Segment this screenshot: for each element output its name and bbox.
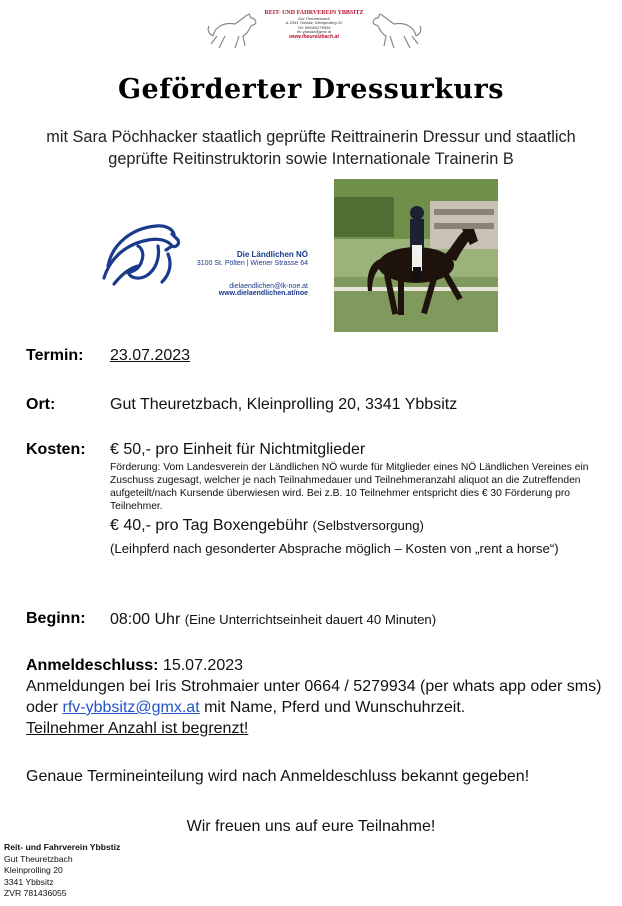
kosten-label: Kosten: <box>26 441 86 458</box>
letterhead <box>262 10 366 40</box>
anmeldung-text: Anmeldungen bei Iris Strohmaier unter 0664 / 5279934 (per whats app oder sms) oder <box>26 678 602 716</box>
letterhead-line2: A-3341 Ybbsitz, Kleinprolling 20 <box>285 20 343 26</box>
letterhead-club-name: REIT- UND FAHRVEREIN YBBSITZ <box>264 10 364 16</box>
teilnehmer-limit: Teilnehmer Anzahl ist begrenzt! <box>26 720 249 737</box>
sponsor-name: Die Ländlichen NÖ <box>236 250 308 259</box>
closing-line: Wir freuen uns auf eure Teilnahme! <box>186 818 436 835</box>
page-subtitle: mit Sara Pöchhacker staatlich geprüfte Reittrainerin Dressur und staatlich geprüfte Reitinstruktorin sowie Internationale Trainerin B <box>46 128 576 168</box>
kosten-block <box>110 441 600 559</box>
kosten-foerderung-note: Förderung: Vom Landesverein der Ländlichen NÖ wurde für Mitglieder eines NÖ Ländlichen Vereines ein Zuschuss zugesagt, welcher je nach Teilnahmedauer und Teilnehmeranzahl aliquot an die Zutreffenden aufgeteilt/nach Kursende überwiesen wird. Bei z.B. 10 Teilnehmer entspricht dies € 30 Förderung pro Teilnehmer. <box>110 462 589 512</box>
horse-logo-left-icon <box>205 8 265 54</box>
page-title: Geförderter Dressurkurs <box>118 74 504 105</box>
sponsor-address: 3100 St. Pölten | Wiener Strasse 64 <box>196 260 308 267</box>
anmeldung-email-link[interactable]: rfv-ybbsitz@gmx.at <box>62 699 200 716</box>
schedule-note: Genaue Termineinteilung wird nach Anmeldeschluss bekannt gegeben! <box>26 768 530 785</box>
kosten-price1: € 50,- pro Einheit für Nichtmitglieder <box>110 441 366 458</box>
anmeldung-text-after: mit Name, Pferd und Wunschuhrzeit. <box>204 699 466 716</box>
horse-logo-right-icon <box>364 8 424 54</box>
footer-line4: 3341 Ybbsitz <box>4 876 54 887</box>
anmeldung-block <box>26 655 606 739</box>
ort-value: Gut Theuretzbach, Kleinprolling 20, 3341 Ybbsitz <box>110 396 458 413</box>
kosten-leihpferd: (Leihpferd nach gesonderter Absprache möglich – Kosten von „rent a horse“) <box>110 541 559 556</box>
anmeldeschluss-value: 15.07.2023 <box>162 657 244 674</box>
beginn-label: Beginn: <box>26 610 86 627</box>
beginn-block <box>110 610 436 630</box>
footer-line2: Gut Theuretzbach <box>4 853 73 864</box>
footer-line1: Reit- und Fahrverein Ybbstiz <box>4 842 121 852</box>
beginn-value: 08:00 Uhr <box>110 611 181 628</box>
ort-label: Ort: <box>26 396 56 413</box>
letterhead-line4: rfv-ybbsitz@gmx.at <box>296 29 332 35</box>
sponsor-block <box>160 250 308 297</box>
anmeldeschluss-label: Anmeldeschluss: <box>26 657 159 674</box>
kosten-price2 <box>110 516 600 536</box>
kosten-price2-main: € 40,- pro Tag Boxengebühr <box>110 517 309 534</box>
footer-line5: ZVR 781436055 <box>4 888 67 898</box>
letterhead-website: www.theuretzbach.at <box>289 33 339 40</box>
sponsor-email: dielaendlichen@lk-noe.at <box>229 283 308 290</box>
letterhead-line3: Tel: 0664/5279934 <box>297 24 331 30</box>
trainer-horse-photo <box>334 179 498 332</box>
footer-address <box>4 842 224 900</box>
termin-value: 23.07.2023 <box>110 347 191 364</box>
letterhead-line1: Gut Theuretzbach <box>297 15 331 21</box>
termin-label: Termin: <box>26 347 84 364</box>
sponsor-website: www.dielaendlichen.at/noe <box>218 290 308 297</box>
footer-line3: Kleinprolling 20 <box>4 865 63 875</box>
beginn-note: (Eine Unterrichtseinheit dauert 40 Minuten) <box>184 612 437 627</box>
kosten-price2-extra: (Selbstversorgung) <box>312 518 424 533</box>
